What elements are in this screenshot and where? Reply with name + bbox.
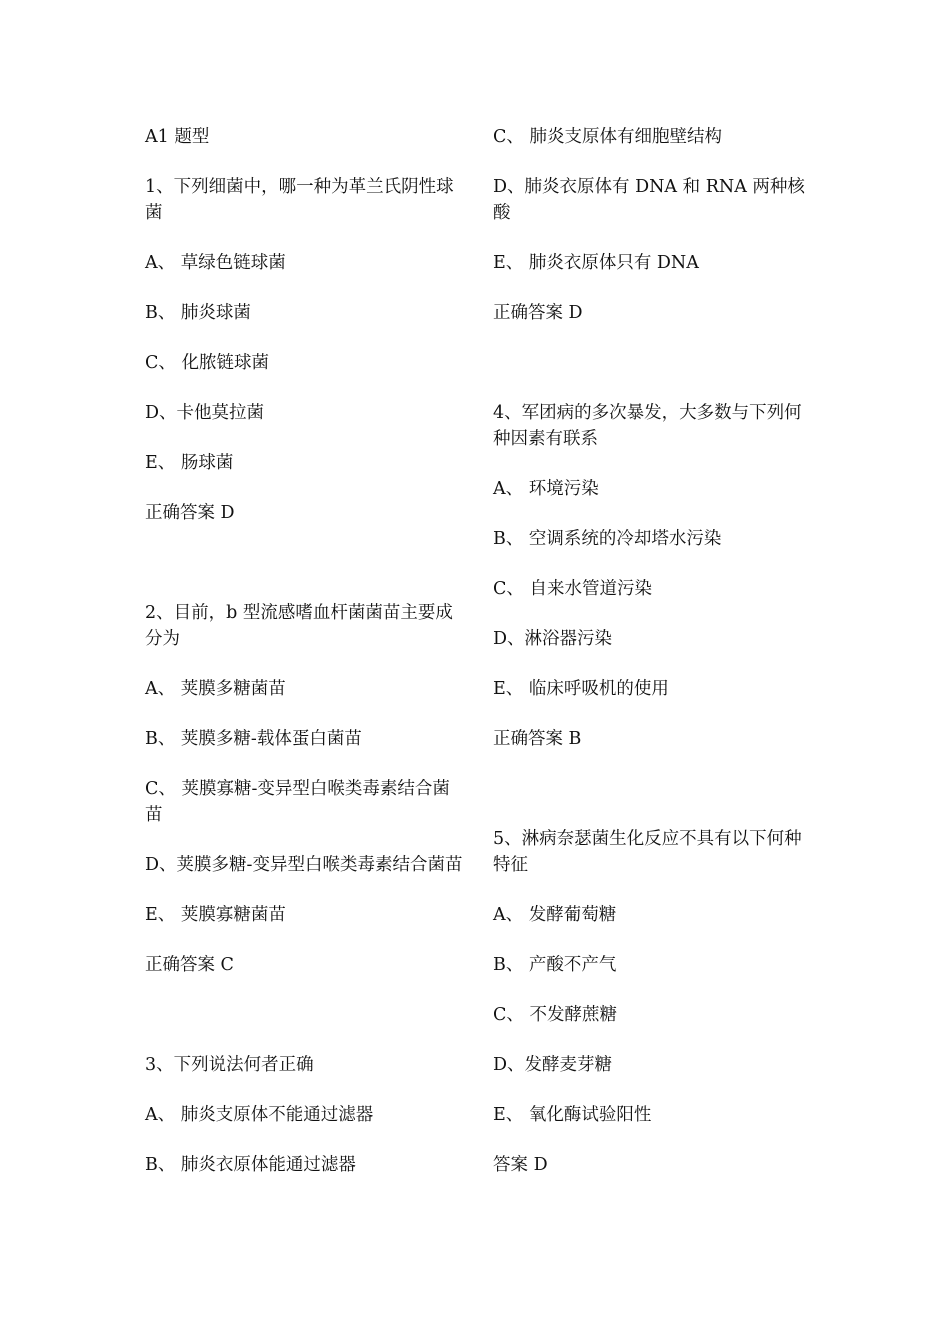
- option-e: E、 肺炎衣原体只有 DNA: [493, 253, 699, 273]
- option-e: E、 肠球菌: [145, 453, 234, 473]
- option-c: C、 荚膜寡糖-变异型白喉类毒素结合菌苗: [145, 779, 450, 825]
- right-column: [493, 124, 811, 1202]
- question-1: [145, 174, 463, 526]
- option-c: C、 化脓链球菌: [145, 353, 269, 373]
- question-3: [145, 1052, 463, 1178]
- option-a: A、 环境污染: [493, 479, 599, 499]
- answer: 正确答案 B: [493, 729, 582, 749]
- spacer: [145, 1002, 463, 1052]
- question-stem: 1、下列细菌中，哪一种为革兰氏阴性球菌: [145, 177, 454, 223]
- option-e: E、 氧化酶试验阳性: [493, 1105, 652, 1125]
- option-b: B、 产酸不产气: [493, 955, 617, 975]
- option-d: D、发酵麦芽糖: [493, 1055, 613, 1075]
- question-3-continued: [493, 124, 811, 326]
- option-a: A、 肺炎支原体不能通过滤器: [145, 1105, 374, 1125]
- option-e: E、 临床呼吸机的使用: [493, 679, 669, 699]
- spacer: [493, 350, 811, 400]
- question-stem: 3、下列说法何者正确: [145, 1055, 314, 1075]
- answer: 正确答案 C: [145, 955, 234, 975]
- left-column: [145, 124, 463, 1202]
- option-e: E、 荚膜寡糖菌苗: [145, 905, 286, 925]
- option-a: A、 荚膜多糖菌苗: [145, 679, 286, 699]
- option-b: B、 空调系统的冷却塔水污染: [493, 529, 722, 549]
- option-d: D、淋浴器污染: [493, 629, 613, 649]
- question-5: [493, 826, 811, 1178]
- answer: 正确答案 D: [145, 503, 235, 523]
- answer: 答案 D: [493, 1155, 548, 1175]
- option-a: A、 发酵葡萄糖: [493, 905, 617, 925]
- question-stem: 4、军团病的多次暴发，大多数与下列何种因素有联系: [493, 403, 802, 449]
- answer: 正确答案 D: [493, 303, 583, 323]
- question-stem: 5、淋病奈瑟菌生化反应不具有以下何种特征: [493, 829, 802, 875]
- question-2: [145, 600, 463, 978]
- spacer: [145, 550, 463, 600]
- question-stem: 2、目前，b 型流感嗜血杆菌菌苗主要成分为: [145, 603, 453, 649]
- option-b: B、 肺炎球菌: [145, 303, 251, 323]
- option-d: D、卡他莫拉菌: [145, 403, 265, 423]
- option-c: C、 肺炎支原体有细胞壁结构: [493, 127, 722, 147]
- option-d: D、肺炎衣原体有 DNA 和 RNA 两种核酸: [493, 177, 805, 223]
- option-c: C、 自来水管道污染: [493, 579, 652, 599]
- option-a: A、 草绿色链球菌: [145, 253, 286, 273]
- question-4: [493, 400, 811, 752]
- section-heading: A1 题型: [145, 127, 210, 147]
- option-b: B、 肺炎衣原体能通过滤器: [145, 1155, 356, 1175]
- option-b: B、 荚膜多糖-载体蛋白菌苗: [145, 729, 362, 749]
- spacer: [493, 776, 811, 826]
- option-d: D、荚膜多糖-变异型白喉类毒素结合菌苗: [145, 855, 463, 875]
- option-c: C、 不发酵蔗糖: [493, 1005, 617, 1025]
